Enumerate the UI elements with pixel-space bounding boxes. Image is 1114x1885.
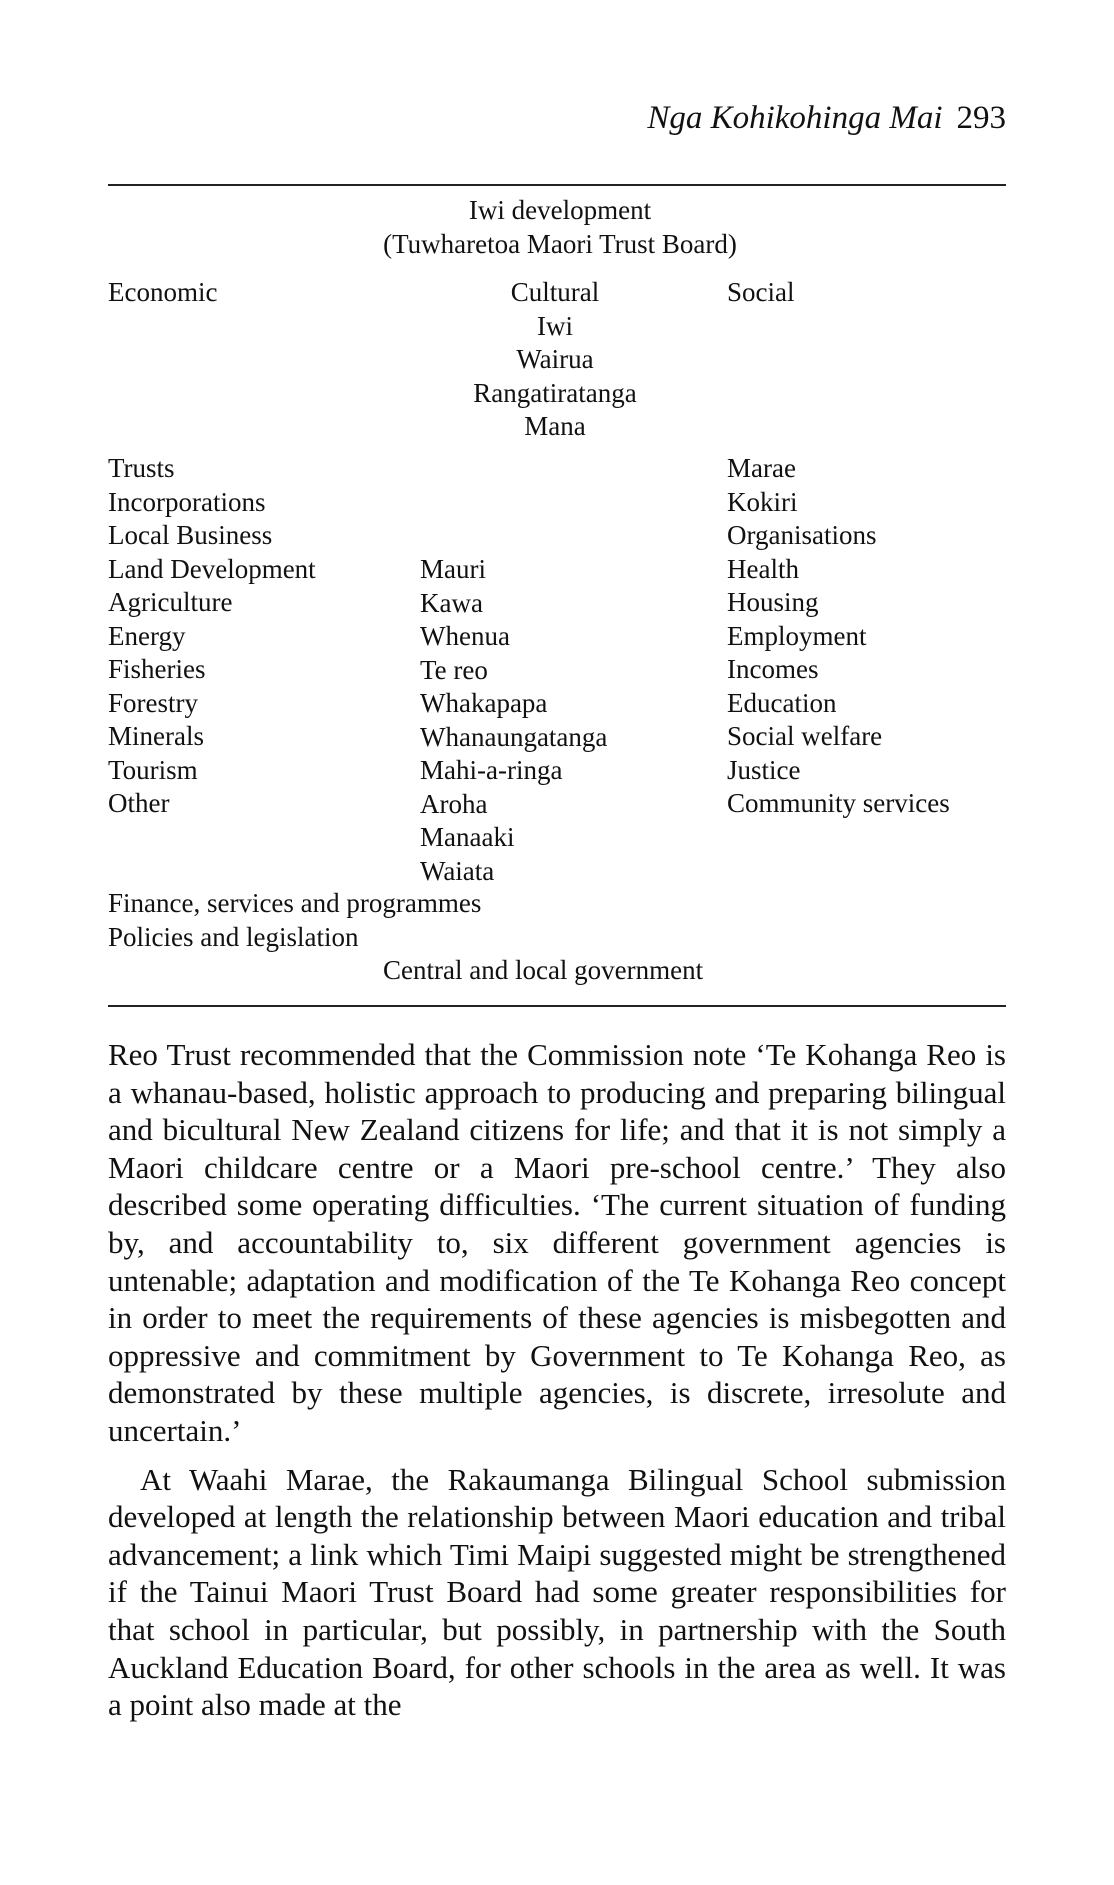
body-text [108, 1036, 1006, 1735]
cultural-item: Waiata [420, 855, 495, 886]
table-top-rule [108, 184, 1006, 186]
footer-government: Central and local government [383, 955, 704, 985]
economic-item: Incorporations [108, 486, 266, 517]
body-paragraph: At Waahi Marae, the Rakaumanga Bilingual School submission developed at length the relationship between Maori education and tribal advancement; a link which Timi Maipi suggested might be strengthened if the Tainui Maori Trust Board had some greater responsibilities for that school in particular, but possibly, in partnership with the South Auckland Education Board, for other schools in the area as well. It was a point also made at the [108, 1461, 1006, 1723]
table-bottom-rule [108, 1005, 1006, 1007]
social-item: Housing [727, 587, 819, 617]
heading-economic: Economic [108, 277, 218, 307]
cultural-item: Whakapapa [420, 688, 548, 718]
economic-item: Trusts [108, 453, 175, 483]
social-column [727, 452, 950, 821]
cultural-top-item: Iwi [537, 310, 573, 341]
table-footer-left [108, 887, 481, 954]
cultural-item: Mauri [420, 554, 486, 584]
social-item: Community services [727, 788, 950, 818]
cultural-item: Mahi-a-ringa [420, 755, 563, 785]
economic-item: Agriculture [108, 587, 233, 617]
footer-policies: Policies and legislation [108, 921, 359, 952]
economic-item: Minerals [108, 721, 204, 751]
social-item: Justice [727, 754, 801, 785]
economic-item: Forestry [108, 687, 198, 718]
cultural-top-item: Mana [524, 411, 586, 441]
social-item: Health [727, 553, 799, 584]
running-header [647, 98, 1006, 138]
cultural-column [420, 553, 607, 888]
economic-item: Energy [108, 620, 186, 651]
cultural-item: Kawa [420, 587, 483, 618]
cultural-top-item: Wairua [516, 344, 594, 374]
social-item: Marae [727, 453, 796, 483]
cultural-heading-block [420, 276, 690, 444]
economic-column [108, 452, 316, 821]
heading-social: Social [727, 277, 795, 307]
social-item: Education [727, 687, 837, 718]
economic-item: Land Development [108, 553, 316, 584]
cultural-item: Te reo [420, 654, 488, 685]
table-title-line1: Iwi development [468, 195, 652, 225]
footer-finance: Finance, services and programmes [108, 888, 482, 918]
table-title [300, 193, 820, 261]
table-title-line2: (Tuwharetoa Maori Trust Board) [383, 229, 737, 259]
social-item: Organisations [727, 520, 877, 550]
economic-item: Fisheries [108, 654, 206, 684]
economic-item: Other [108, 788, 170, 818]
social-item: Incomes [727, 654, 819, 684]
cultural-top-item: Rangatiratanga [473, 377, 637, 408]
social-item: Social welfare [727, 721, 883, 751]
body-paragraph: Reo Trust recommended that the Commission note ‘Te Kohanga Reo is a whanau-based, holistic approach to producing and preparing bilingual and bicultural New Zealand citizens for life; and that it is not simply a Maori childcare centre or a Maori pre-school centre.’ They also described some operating difficulties. ‘The current situation of funding by, and accountability to, six different government agencies is untenable; adaptation and modification of the Te Kohanga Reo concept in order to meet the requirements of these agencies is misbegotten and oppressive and commitment by Government to Te Kohanga Reo, as demonstrated by these multiple agencies, is discrete, irresolute and uncertain.’ [108, 1037, 1006, 1448]
page-number: 293 [956, 100, 1006, 136]
heading-cultural: Cultural [510, 277, 600, 307]
economic-item: Tourism [108, 754, 198, 785]
economic-item: Local Business [108, 520, 273, 550]
cultural-item: Whanaungatanga [420, 721, 608, 752]
social-item: Employment [727, 620, 867, 651]
cultural-item: Aroha [420, 788, 488, 819]
running-title: Nga Kohikohinga Mai [647, 100, 943, 136]
cultural-item: Manaaki [420, 822, 515, 852]
cultural-item: Whenua [420, 621, 510, 651]
social-item: Kokiri [727, 486, 798, 517]
